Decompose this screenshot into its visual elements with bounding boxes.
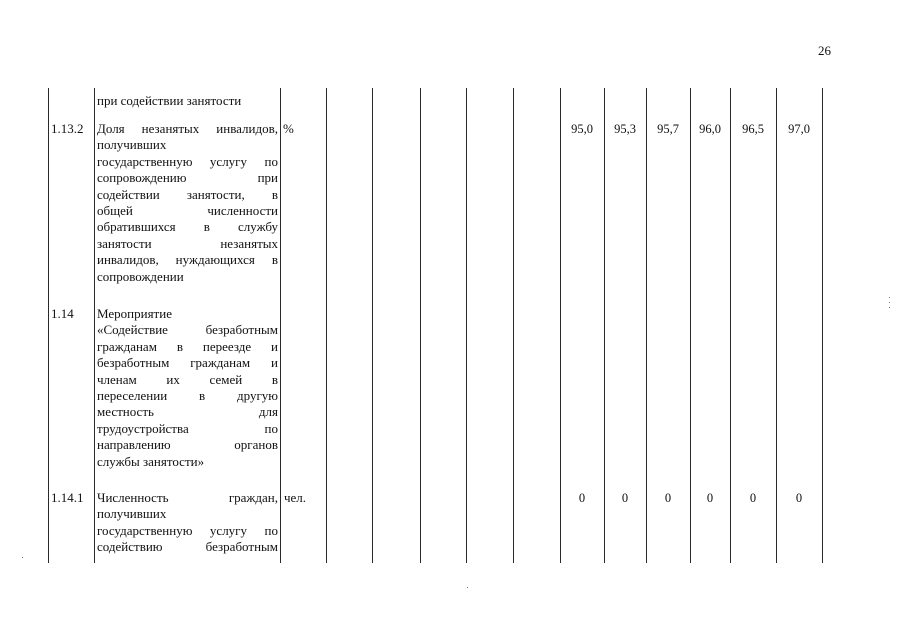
scan-speck: [467, 587, 468, 588]
column-border: [513, 88, 514, 563]
value-cell: 0: [621, 491, 629, 505]
value-cell: 0: [664, 491, 672, 505]
value-cell: 97,0: [788, 122, 810, 136]
value-cell: 0: [578, 491, 586, 505]
value-cell: 0: [749, 491, 757, 505]
column-border: [280, 88, 281, 563]
row-unit: чел.: [284, 490, 307, 505]
scan-speck: [22, 557, 23, 558]
continuation-description: при содействии занятости: [97, 93, 242, 108]
scan-speck: [889, 302, 890, 303]
row-id: 1.13.2: [51, 121, 84, 136]
scan-speck: [889, 297, 890, 298]
column-border: [822, 88, 823, 563]
row-description: Мероприятие «Содействие безработным гражданам в переезде и безработным гражданам и членам их семей в переселении в другую местность для трудоустройства по направлению органов службы занятости»: [97, 306, 278, 469]
row-id: 1.14: [51, 306, 74, 321]
value-cell: 0: [706, 491, 714, 505]
value-cell: 95,0: [571, 122, 593, 136]
value-cell: 96,0: [699, 122, 721, 136]
value-cell: 95,3: [614, 122, 636, 136]
scan-speck: [889, 307, 890, 308]
column-border: [48, 88, 49, 563]
column-border: [466, 88, 467, 563]
column-border: [372, 88, 373, 563]
value-cell: 95,7: [657, 122, 679, 136]
column-border: [326, 88, 327, 563]
row-id: 1.14.1: [51, 490, 84, 505]
page-number: 26: [818, 43, 831, 58]
column-border: [420, 88, 421, 563]
value-cell: 0: [795, 491, 803, 505]
row-unit: %: [283, 121, 294, 136]
column-border: [94, 88, 95, 563]
row-description: Доля незанятых инвалидов, получивших государственную услугу по сопровождению при содействии занятости, в общей численности обратившихся в службу занятости незанятых инвалидов, нуждающихся в сопровождении: [97, 121, 278, 284]
value-cell: 96,5: [742, 122, 764, 136]
row-description: Численность граждан, получивших государственную услугу по содействию безработным: [97, 490, 278, 555]
